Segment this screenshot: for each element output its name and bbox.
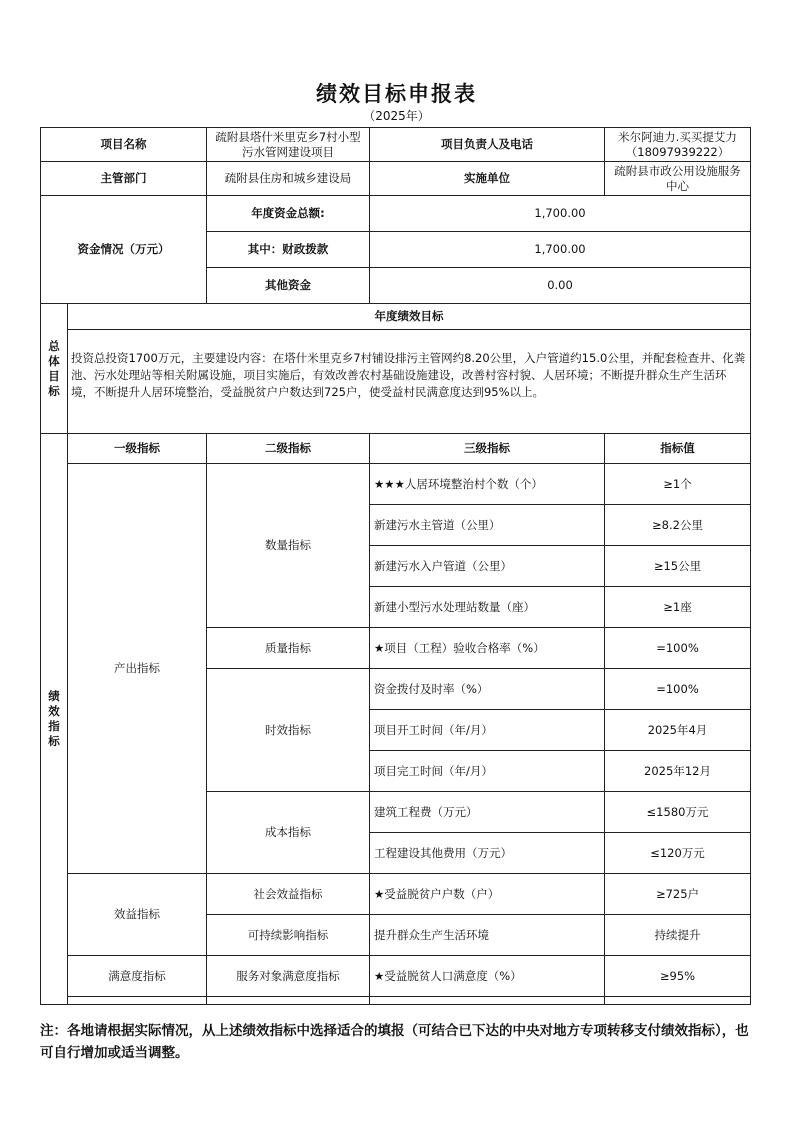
funds-other-value: 0.00 bbox=[370, 268, 751, 304]
project-name-label: 项目名称 bbox=[41, 128, 207, 162]
impl-value: 疏附县市政公用设施服务中心 bbox=[605, 162, 751, 196]
spacer-cell bbox=[605, 997, 751, 1005]
indicator-sa1-value: ≥95% bbox=[605, 956, 751, 997]
indicator-q3: 新建污水入户管道（公里） bbox=[370, 546, 605, 587]
year-label: （2025年） bbox=[363, 109, 430, 123]
satisfaction-indicator: 满意度指标 bbox=[68, 956, 207, 997]
col-header-value: 指标值 bbox=[605, 434, 751, 464]
indicator-c2-value: ≤120万元 bbox=[605, 833, 751, 874]
indicator-t2-value: 2025年4月 bbox=[605, 710, 751, 751]
indicator-q2: 新建污水主管道（公里） bbox=[370, 505, 605, 546]
overall-goal-label: 总体目标 bbox=[41, 304, 68, 434]
output-indicator: 产出指标 bbox=[68, 464, 207, 874]
indicator-ql1-value: =100% bbox=[605, 628, 751, 669]
indicator-q1: ★★★人居环境整治村个数（个） bbox=[370, 464, 605, 505]
funds-fiscal-value: 1,700.00 bbox=[370, 232, 751, 268]
indicator-c2: 工程建设其他费用（万元） bbox=[370, 833, 605, 874]
service-satisfaction-indicator: 服务对象满意度指标 bbox=[207, 956, 370, 997]
indicator-c1: 建筑工程费（万元） bbox=[370, 792, 605, 833]
indicator-t2: 项目开工时间（年/月） bbox=[370, 710, 605, 751]
page-title: 绩效目标申报表 bbox=[316, 82, 477, 106]
performance-target-table bbox=[40, 127, 751, 1005]
indicator-t1: 资金拨付及时率（%） bbox=[370, 669, 605, 710]
indicator-ql1: ★项目（工程）验收合格率（%） bbox=[370, 628, 605, 669]
social-benefit-indicator: 社会效益指标 bbox=[207, 874, 370, 915]
col-header-level2: 二级指标 bbox=[207, 434, 370, 464]
funds-other-label: 其他资金 bbox=[207, 268, 370, 304]
impl-label: 实施单位 bbox=[370, 162, 605, 196]
annual-goal-text: 投资总投资1700万元，主要建设内容：在塔什米里克乡7村铺设排污主管网约8.20公里，入户管道约15.0公里，并配套检查井、化粪池、污水处理站等相关附属设施，项目实施后，有效改善农村基础设施建设，改善村容村貌、人居环境；不断提升群众生产生活环境，不断提升人居环境整治，受益脱贫户户数达到725户，使受益村民满意度达到95%以上。 bbox=[68, 330, 751, 434]
funds-total-value: 1,700.00 bbox=[370, 196, 751, 232]
quality-indicator: 质量指标 bbox=[207, 628, 370, 669]
spacer-cell bbox=[68, 997, 207, 1005]
project-name-value: 疏附县塔什米里克乡7村小型污水管网建设项目 bbox=[207, 128, 370, 162]
indicators-label: 绩效指标 bbox=[41, 434, 68, 1005]
indicator-t1-value: =100% bbox=[605, 669, 751, 710]
timeliness-indicator: 时效指标 bbox=[207, 669, 370, 792]
indicator-q2-value: ≥8.2公里 bbox=[605, 505, 751, 546]
cost-indicator: 成本指标 bbox=[207, 792, 370, 874]
dept-value: 疏附县住房和城乡建设局 bbox=[207, 162, 370, 196]
dept-label: 主管部门 bbox=[41, 162, 207, 196]
indicator-q1-value: ≥1个 bbox=[605, 464, 751, 505]
quantity-indicator: 数量指标 bbox=[207, 464, 370, 628]
indicator-t3: 项目完工时间（年/月） bbox=[370, 751, 605, 792]
col-header-level1: 一级指标 bbox=[68, 434, 207, 464]
indicator-q3-value: ≥15公里 bbox=[605, 546, 751, 587]
sustainable-indicator: 可持续影响指标 bbox=[207, 915, 370, 956]
indicator-q4: 新建小型污水处理站数量（座） bbox=[370, 587, 605, 628]
annual-goal-heading: 年度绩效目标 bbox=[68, 304, 751, 330]
funds-fiscal-label: 其中：财政拨款 bbox=[207, 232, 370, 268]
spacer-cell bbox=[370, 997, 605, 1005]
indicator-s1-value: ≥725户 bbox=[605, 874, 751, 915]
col-header-level3: 三级指标 bbox=[370, 434, 605, 464]
funds-total-label: 年度资金总额: bbox=[207, 196, 370, 232]
indicator-su1-value: 持续提升 bbox=[605, 915, 751, 956]
owner-value: 米尔阿迪力.买买提艾力（18097939222） bbox=[605, 128, 751, 162]
indicator-su1: 提升群众生产生活环境 bbox=[370, 915, 605, 956]
spacer-cell bbox=[207, 997, 370, 1005]
footnote: 注：各地请根据实际情况，从上述绩效指标中选择适合的填报（可结合已下达的中央对地方专项转移支付绩效指标），也可自行增加或适当调整。 bbox=[40, 1023, 749, 1061]
indicator-q4-value: ≥1座 bbox=[605, 587, 751, 628]
indicator-t3-value: 2025年12月 bbox=[605, 751, 751, 792]
indicator-sa1: ★受益脱贫人口满意度（%） bbox=[370, 956, 605, 997]
indicator-c1-value: ≤1580万元 bbox=[605, 792, 751, 833]
benefit-indicator: 效益指标 bbox=[68, 874, 207, 956]
indicator-s1: ★受益脱贫户户数（户） bbox=[370, 874, 605, 915]
funds-label: 资金情况（万元） bbox=[41, 196, 207, 304]
owner-label: 项目负责人及电话 bbox=[370, 128, 605, 162]
